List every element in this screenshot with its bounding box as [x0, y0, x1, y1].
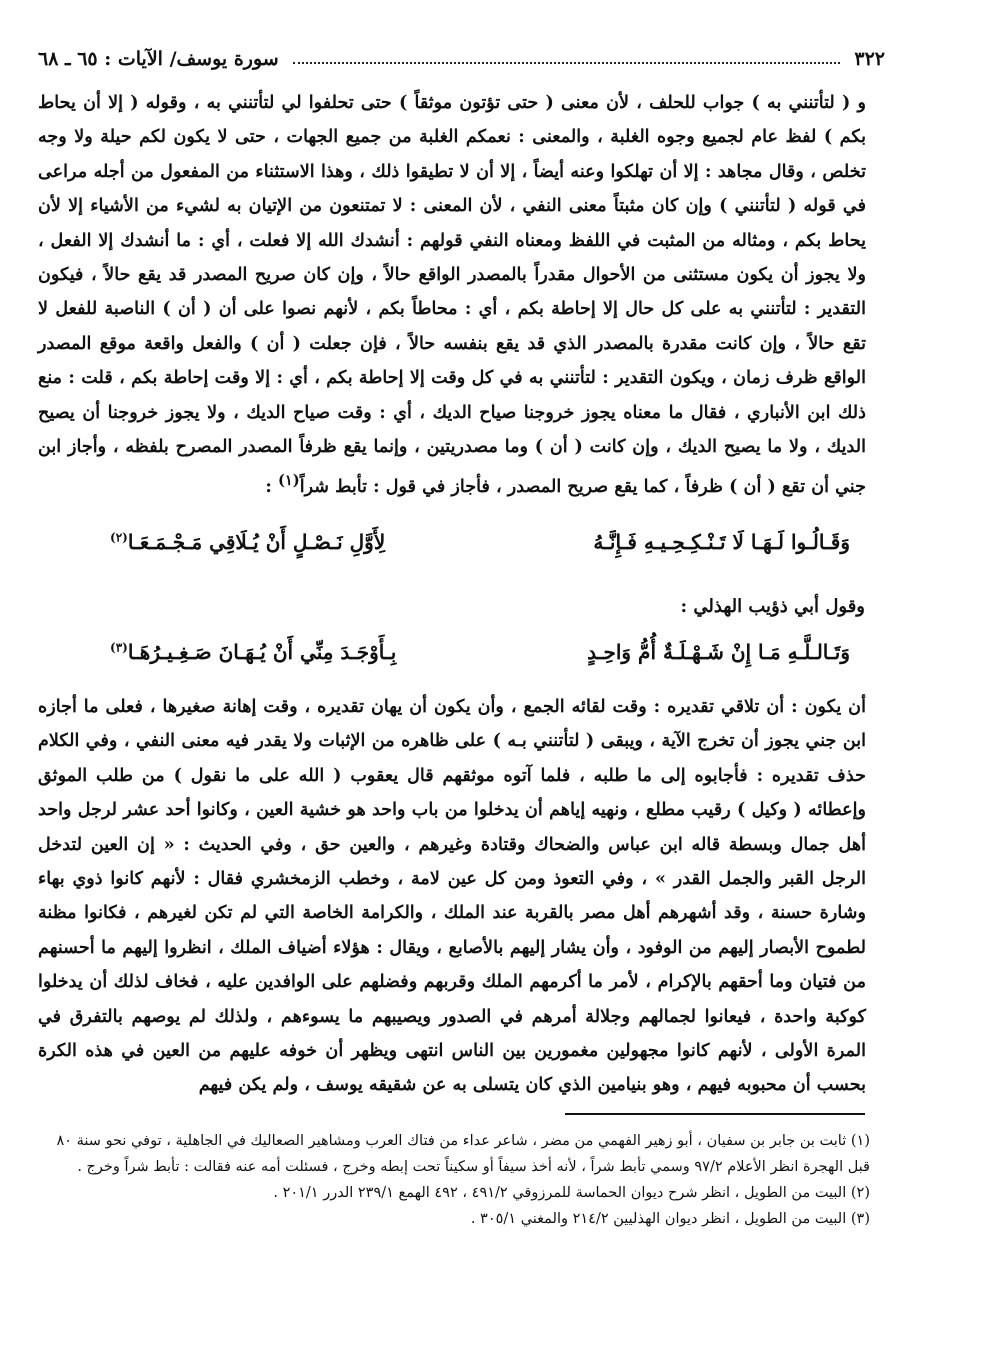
verse-2-second-hemistich — [110, 640, 396, 664]
verse-2-intro: وقول أبي ذؤيب الهذلي : — [680, 596, 865, 617]
paragraph-1-colon: : — [265, 476, 278, 498]
main-text-block-1 — [38, 86, 866, 505]
page-header — [38, 44, 885, 74]
header-dot-leader — [293, 62, 841, 64]
poem-verse-2 — [110, 640, 850, 664]
poem-verse-1 — [110, 530, 850, 554]
footnote-ref-2: (٢) — [110, 530, 128, 545]
main-text-block-2 — [38, 690, 866, 1103]
verse-2-second-text: بِـأَوْجَـدَ مِنِّي أَنْ يُـهَـانَ صَـغِـيـرُهَـا — [127, 640, 397, 664]
footnote-1: (١) ثابت بن جابر بن سفيان ، أبو زهير الفهمي من مضر ، شاعر عداء من فتاك العرب ومشاهير الصعاليك في الجاهلية ، توفي نحو سنة ٨٠ قبل الهجرة انظر الأعلام ٩٧/٢ وسمي تأبط شراً ، لأنه أخذ سيفاً أو سكيناً تحت إبطه وخرج ، فسئلت أمه عنه فقالت : تأبط شراً وخرج . — [56, 1133, 870, 1175]
footnote-ref-1: (١) — [277, 472, 300, 490]
paragraph-1-text: و ( لتأتنني به ) جواب للحلف ، لأن معنى ( حتى تؤتون موثقاً ) حتى تحلفوا لي لتأتنني به ، وقوله ( إلا أن يحاط بكم ) لفظ عام لجميع وجوه الغلبة ، والمعنى : نعمكم الغلبة من جميع الجهات ، حتى لا يكون لكم حيلة ولا وجه تخلص ، وقال مجاهد : إلا أن تهلكوا وعنه أيضاً ، إلا أن لا تطيقوا ذلك ، وهذا الاستثناء من المفعول من أجله مراعى في قوله ( لتأتنني ) وإن كان مثبتاً معنى النفي ، لأن المعنى : لا تمتنعون من الإتيان به لشيء من الأشياء إلا لأن يحاط بكم ، ومثاله من المثبت في اللفظ ومعناه النفي قولهم : أنشدك الله إلا فعلت ، أي : ما أنشدك إلا الفعل ، ولا يجوز أن يكون مستثنى من الأحوال مقدراً بالمصدر الواقع حالاً ، وإن كان صريح المصدر قد يقع حالاً ، فيكون التقدير : لتأتنني به على كل حال إلا إحاطة بكم ، أي : محاطاً بكم ، لأنهم نصوا على أن ( أن ) الناصبة للفعل لا تقع حالاً ، وإن كانت مقدرة بالمصدر الذي قد يقع بنفسه حالاً ، فإن جعلت ( أن ) والفعل واقعة موقع المصدر الواقع ظرف زمان ، ويكون التقدير : لتأتنني به في كل وقت إلا إحاطة بكم ، أي : إلا وقت إحاطة بكم ، قلت : منع ذلك ابن الأنباري ، فقال ما معناه يجوز خروجنا صياح الديك ، أي : وقت صياح الديك ، ولا يجوز خروجنا أن يصيح الديك ، ولا ما يصيح الديك ، وإن كانت ( أن ) وما مصدريتين ، وإنما يقع ظرفاً المصدر المصرح بلفظه ، وأجاز ابن جني أن تقع ( أن ) ظرفاً ، كما يقع صريح المصدر ، فأجاز في قول : تأبط شراً — [38, 92, 866, 498]
footnote-separator — [565, 1113, 865, 1115]
paragraph-2: أن يكون : أن تلاقي تقديره : وقت لقائه الجمع ، وأن يكون أن يهان تقديره ، وقت إهانة صغيرها ، فعلى ما أجازه ابن جني يجوز أن تخرج الآية ، ويبقى ( لتأتنني بـه ) على ظاهره من الإثبات ولا يقدر فيه معنى النفي ، وفي الكلام حذف تقديره : فأجابوه إلى ما طلبه ، فلما آتوه موثقهم قال يعقوب ( الله على ما نقول ) من طلب الموثق وإعطائه ( وكيل ) رقيب مطلع ، ونهيه إياهم أن يدخلوا من باب واحد هو خشية العين ، وكانوا أحد عشر لرجل واحد أهل جمال وبسطة قاله ابن عباس والضحاك وقتادة وغيرهم ، والعين حق ، وفي الحديث : « إن العين لتدخل الرجل القبر والجمل القدر » ، وفي التعوذ ومن كل عين لامة ، وخطب الزمخشري فقال : لأنهم كانوا ذوي بهاء وشارة حسنة ، وقد أشهرهم أهل مصر بالقربة عند الملك ، والكرامة الخاصة التي لم تكن لغيرهم ، فكانوا مظنة لطموح الأبصار إليهم من الوفود ، وأن يشار إليهم بالأصابع ، ويقال : هؤلاء أضياف الملك ، انظروا إليهم ما أحسنهم من فتيان وما أحقهم بالإكرام ، لأمر ما أكرمهم الملك وقربهم وفضلهم على الوافدين عليه ، فخاف لذلك أن يدخلوا كوكبة واحدة ، فيعانوا لجمالهم وجلالة أمرهم في الصدور ويصيبهم ما يسوءهم ، ولذلك لم يوصهم بالتفرق في المرة الأولى ، لأنهم كانوا مجهولين مغمورين بين الناس انتهى ويظهر أن خوفه عليهم من العين في هذه الكرة بحسب أن محبوبه فيهم ، وهو بنيامين الذي كان يتسلى به عن شقيقه يوسف ، ولم يكن فيهم — [38, 696, 866, 1096]
verse-1-first-hemistich: وَقَـالُـوا لَـهَـا لَا تَـنْـكِـحِـيـهِ فَـإِنَّـهُ — [593, 530, 850, 554]
paragraph-1 — [38, 86, 866, 505]
footnote-2: (٢) البيت من الطويل ، انظر شرح ديوان الحماسة للمرزوقي ٤٩١/٢ ، ٤٩٢ الهمع ٢٣٩/١ الدرر ٢٠١/١ . — [273, 1185, 870, 1201]
footnote-3: (٣) البيت من الطويل ، انظر ديوان الهذليين ٢١٤/٢ والمغني ٣٠٥/١ . — [470, 1211, 870, 1227]
running-title: سورة يوسف/ الآيات : ٦٥ ـ ٦٨ — [38, 48, 279, 70]
verse-1-second-text: لِأَوَّلِ نَـصْـلٍ أَنْ يُـلَاقِي مَـجْـمَـعَـا — [127, 530, 386, 554]
footnotes — [38, 1128, 870, 1232]
verse-1-second-hemistich — [110, 530, 385, 554]
page-number: ٣٢٢ — [854, 48, 885, 70]
verse-2-first-hemistich: وَتَـالـلَّـهِ مَـا إِنْ شَـهْـلَـةٌ أُمُّ وَاحِـدٍ — [587, 640, 850, 664]
footnote-ref-3: (٣) — [110, 640, 128, 655]
